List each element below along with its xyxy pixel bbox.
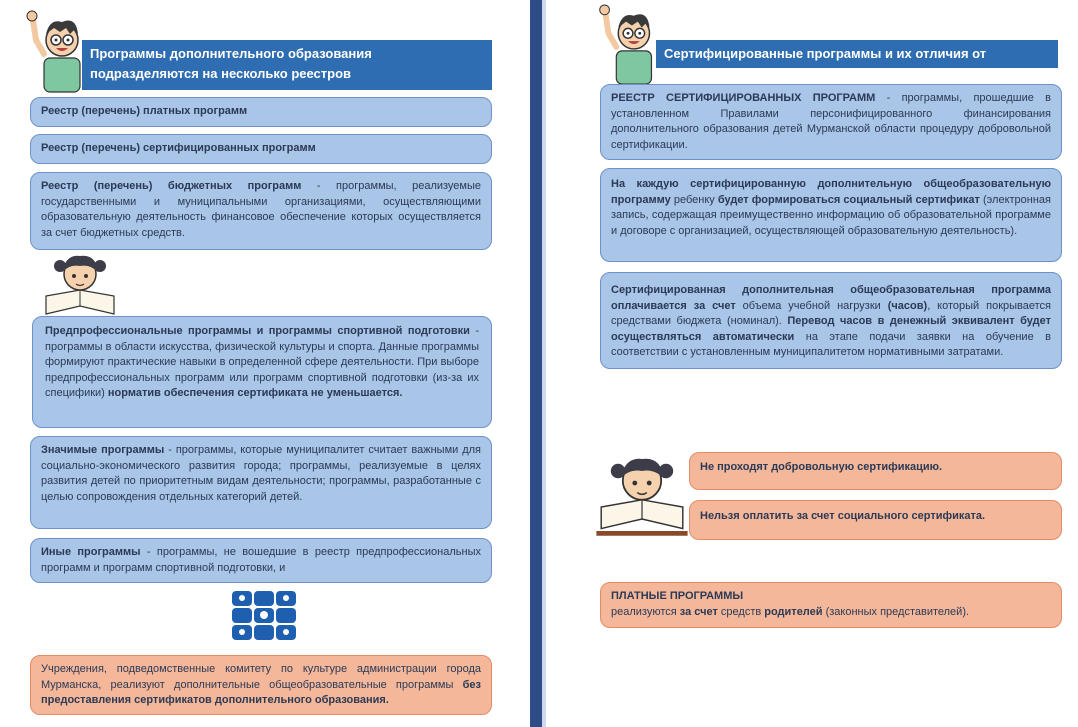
social-cert-head2: будет формироваться социальный сертификат: [717, 193, 980, 206]
institutions-text: Учреждения, подведомственные комитету по культуре администрации города Мурманска, реализуют дополнительные общеобразовательные программы: [41, 663, 481, 691]
cert-registry-text: - программы, прошедшие в установленном Правилами персонифицированного финансирования дополнительного образования детей Мурманской области процедуру добровольной сертификации.: [611, 92, 1051, 151]
paid-programs-line: [611, 605, 1051, 621]
cert-registry-head: РЕЕСТР СЕРТИФИЦИРОВАННЫХ ПРОГРАММ: [611, 92, 876, 104]
paid-programs-box: [600, 582, 1062, 628]
other-programs-text: - программы, не вошедшие в реестр предпрофессиональных программ и программ спортивной подготовки, и: [41, 546, 481, 574]
preprof-bold-tail: норматив обеспечения сертификата не уменьшается.: [107, 387, 403, 399]
other-programs-box: [30, 538, 492, 583]
preprof-text: - программы в области искусства, физической культуры и спорта. Данные программы формируют практические навыки в определенной сфере деятельности. При выборе предпрофессиональных программ или программ спортивной подготовки (из-за их специфики): [45, 325, 479, 399]
social-cert-head: На каждую сертифицированную дополнительную общеобразовательную программу: [611, 178, 1051, 206]
paid-registry-label: Реестр (перечень) платных программ: [41, 105, 248, 117]
payment-p5: Перевод часов в денежный эквивалент будет осуществляться автоматически: [611, 315, 1051, 343]
paid-t3: средств: [717, 605, 765, 618]
no-payment-box: [689, 500, 1062, 540]
paid-registry-item: [30, 97, 492, 127]
budget-registry-text: - программы, реализуемые государственными и муниципальными организациями, осуществляющими образовательную деятельность финансовое обеспечение которых осуществляется за счет бюджетных средств.: [41, 180, 482, 239]
girl-reading-icon: [40, 250, 120, 322]
paid-t5: (законных представителей).: [822, 605, 970, 618]
payment-p4: , который покрывается средствами бюджета (номинал).: [611, 299, 1051, 327]
significant-text: - программы, которые муниципалитет считает важными для социально-экономического развития города; программы, реализуемые в целях развития детей по приоритетным видам деятельности; программы, разработанные с целью сопровождения отдельных категорий детей.: [41, 444, 482, 503]
paid-t2: за счет: [679, 605, 718, 618]
paid-t4: родителей: [764, 605, 823, 618]
payment-box: [600, 272, 1062, 369]
girl-reading-icon-right: [594, 450, 690, 540]
page-divider-inner: [542, 0, 546, 727]
no-payment-text: Нельзя оплатить за счет социального сертификата.: [700, 510, 986, 522]
page-divider: [530, 0, 542, 727]
paid-t1: реализуются: [611, 605, 680, 618]
hobby-logo-icon: [230, 589, 298, 643]
budget-registry-head: Реестр (перечень) бюджетных программ: [41, 180, 302, 192]
other-programs-head: Иные программы: [41, 546, 141, 558]
no-certification-box: [689, 452, 1062, 490]
social-cert-text: (электронная запись, содержащая преимущественно информацию об образовательной программе и договоре с организацией, осуществляющей образовательную деятельность).: [611, 193, 1052, 237]
left-title: Программы дополнительного образования подразделяются на несколько реестров: [82, 40, 492, 90]
institutions-bold-tail: без предоставления сертификатов дополнительного образования.: [41, 678, 481, 706]
boy-waving-icon: [26, 10, 88, 96]
significant-head: Значимые программы: [41, 444, 165, 456]
significant-box: [30, 436, 492, 529]
social-cert-box: [600, 168, 1062, 262]
no-certification-text: Не проходят добровольную сертификацию.: [700, 461, 943, 473]
right-title: Сертифицированные программы и их отличия от платных?: [656, 40, 1058, 68]
budget-registry-box: [30, 172, 492, 250]
cert-registry-item: [30, 134, 492, 164]
boy-waving-icon-right: [598, 4, 660, 88]
institutions-box: [30, 655, 492, 715]
cert-registry-label: Реестр (перечень) сертифицированных программ: [41, 142, 316, 154]
payment-p1: Сертифицированная дополнительная общеобразовательная программа оплачивается за счет: [611, 284, 1051, 312]
payment-p6: на этапе подачи заявки на обучение в соответствии с установленным муниципалитетом нормативными затратами.: [611, 330, 1051, 358]
payment-p3: (часов): [887, 299, 928, 312]
social-cert-mid: ребенку: [670, 193, 718, 206]
payment-p2: объема учебной нагрузки: [735, 299, 888, 312]
cert-registry-box: [600, 84, 1062, 160]
paid-programs-head: ПЛАТНЫЕ ПРОГРАММЫ: [611, 590, 744, 602]
preprof-box: [32, 316, 492, 428]
preprof-head: Предпрофессиональные программы и программы спортивной подготовки: [45, 325, 470, 337]
